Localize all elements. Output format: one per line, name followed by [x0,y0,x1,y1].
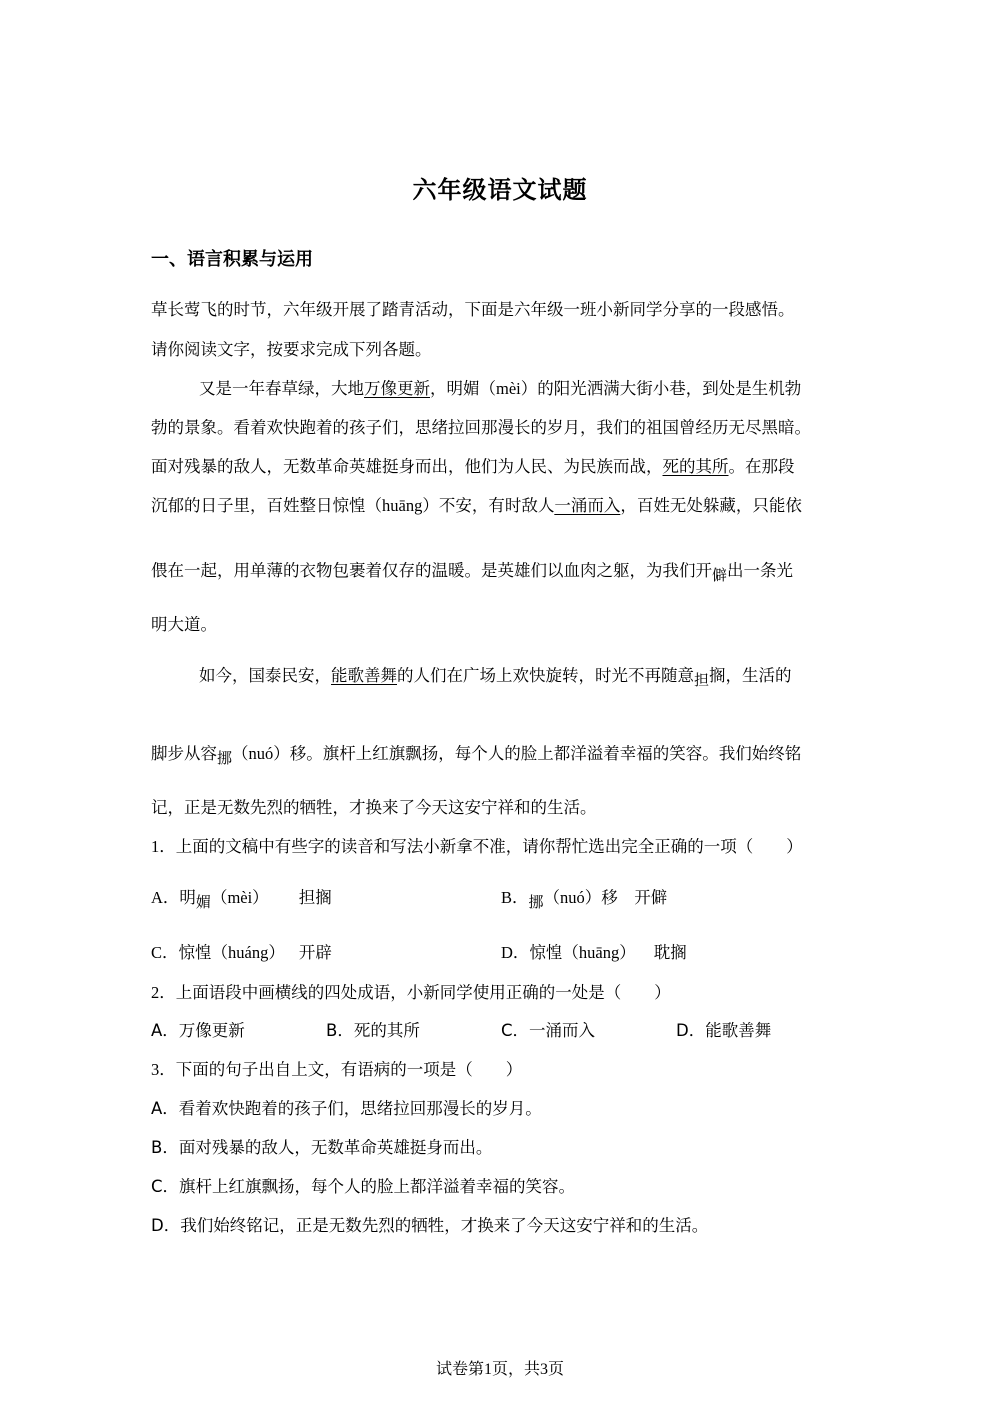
passage-line: 脚步从容挪（nuó）移。旗杆上红旗飘扬，每个人的脸上都洋溢着幸福的笑容。我们始终铭 [151,744,802,767]
option-2b: B．死的其所 [326,1021,420,1040]
question-2: 2．上面语段中画横线的四处成语，小新同学使用正确的一处是（ ） [151,983,671,1002]
intro-line-1: 草长莺飞的时节，六年级开展了踏青活动，下面是六年级一班小新同学分享的一段感悟。 [151,300,795,319]
option-3c: C．旗杆上红旗飘扬，每个人的脸上都洋溢着幸福的笑容。 [151,1177,576,1196]
option-2a: A．万像更新 [151,1021,245,1040]
page-title: 六年级语文试题 [412,176,588,204]
option-1a: A．明媚（mèi） 担搁 [151,888,332,911]
underlined-idiom: 能歌善舞 [331,666,397,685]
intro-line-2: 请你阅读文字，按要求完成下列各题。 [151,340,432,359]
option-2c: C．一涌而入 [501,1021,596,1040]
passage-line: 面对残暴的敌人，无数革命英雄挺身而出，他们为人民、为民族而战，死的其所。在那段 [151,457,795,476]
lowered-char: 挪 [217,749,233,767]
pinyin: （mèi） [479,379,538,398]
underlined-idiom: 死的其所 [662,457,729,476]
passage-line: 明大道。 [151,615,217,634]
question-3: 3．下面的句子出自上文，有语病的一项是（ ） [151,1060,523,1079]
lowered-char: 担 [694,671,710,689]
option-3b: B．面对残暴的敌人，无数革命英雄挺身而出。 [151,1138,493,1157]
passage-line: 偎在一起，用单薄的衣物包裹着仅存的温暖。是英雄们以血肉之躯，为我们开僻出一条光 [151,561,794,584]
underlined-idiom: 万像更新 [364,379,430,398]
pinyin: （nuó） [232,744,290,763]
lowered-char: 僻 [712,566,728,584]
passage-line: 勃的景象。看着欢快跑着的孩子们，思绪拉回那漫长的岁月，我们的祖国曾经历无尽黑暗。 [151,418,811,437]
page-footer: 试卷第1页，共3页 [435,1361,564,1378]
option-1d: D．惊惶（huāng） 耽搁 [501,943,687,962]
option-3a: A．看着欢快跑着的孩子们，思绪拉回那漫长的岁月。 [151,1099,542,1118]
passage-line: 如今，国泰民安，能歌善舞的人们在广场上欢快旋转，时光不再随意担搁，生活的 [199,666,792,689]
section-heading: 一、语言积累与运用 [151,249,313,270]
underlined-idiom: 一涌而入 [554,496,621,515]
option-1b: B．挪（nuó）移 开僻 [501,888,668,911]
option-2d: D．能歌善舞 [676,1021,772,1040]
option-1c: C．惊惶（huáng） 开辟 [151,943,332,962]
passage-line: 又是一年春草绿，大地万像更新，明媚（mèi）的阳光洒满大街小巷，到处是生机勃 [199,379,802,398]
option-3d: D．我们始终铭记，正是无数先烈的牺牲，才换来了今天这安宁祥和的生活。 [151,1216,709,1235]
passage-line: 记，正是无数先烈的牺牲，才换来了今天这安宁祥和的生活。 [151,798,597,817]
pinyin: （huāng） [365,496,439,515]
question-1: 1．上面的文稿中有些字的读音和写法小新拿不准，请你帮忙选出完全正确的一项（ ） [151,837,803,856]
passage-line: 沉郁的日子里，百姓整日惊惶（huāng）不安，有时敌人一涌而入，百姓无处躲藏，只能依 [151,496,802,515]
